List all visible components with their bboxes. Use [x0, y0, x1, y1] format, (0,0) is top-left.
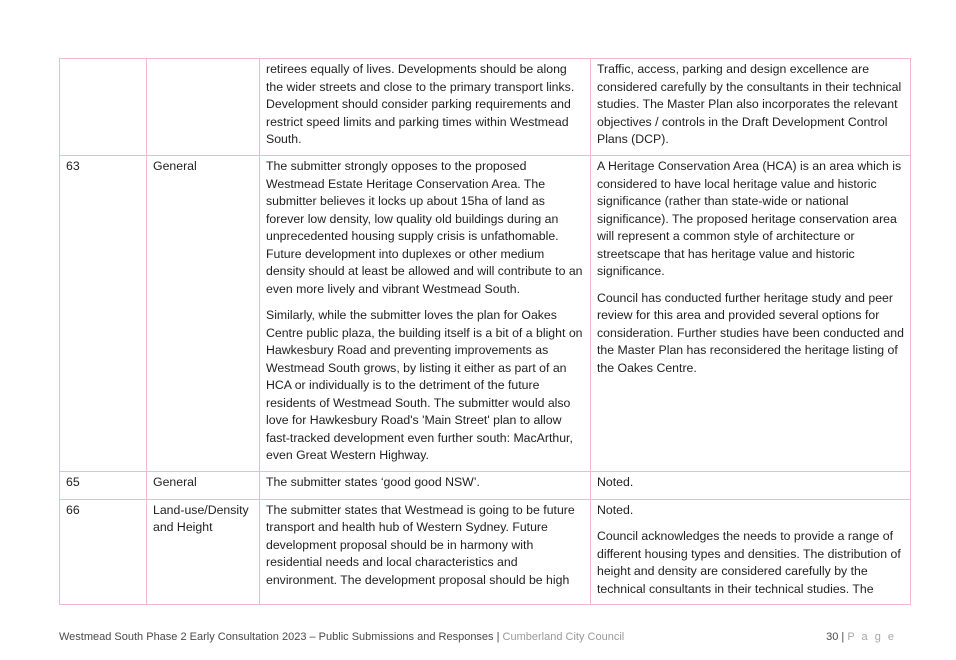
submission-paragraph: Similarly, while the submitter loves the plan for Oakes Centre public plaza, the building itself is a bit of a blight on Hawkesbury Road and preventing improvements as Westmead South grows, by listing it either as part of an HCA or individually is to the detriment of the future residents of Westmead South. The submitter would also love for Hawkesbury Road's 'Main Street' plan to allow fast-tracked development even further south: MacArthur, even Great Western Highway.: [266, 308, 583, 462]
footer-title: Westmead South Phase 2 Early Consultation 2023 – Public Submissions and Responses: [59, 631, 494, 643]
response-paragraph: Noted.: [597, 502, 634, 517]
submission-number-cell: [60, 59, 147, 156]
page-label: P a g e: [847, 631, 896, 643]
submissions-table: [59, 58, 911, 605]
response-paragraph: Council acknowledges the needs to provide a range of different housing types and densities. The distribution of height and density are considered carefully by the technical consultants in their technical studies. The: [597, 529, 901, 596]
submission-number: 63: [66, 159, 80, 173]
submission-number-cell: [60, 156, 147, 472]
response-cell: [591, 59, 911, 156]
footer-separator: |: [496, 631, 500, 643]
category: Land-use/Density and Height: [153, 502, 249, 534]
category-cell: [147, 59, 260, 156]
submission-number: 66: [66, 502, 80, 517]
category-cell: [147, 156, 260, 472]
response-cell: [591, 156, 911, 472]
response-cell: [591, 471, 911, 499]
response-paragraph: Traffic, access, parking and design excellence are considered carefully by the consultants in their technical studies. The Master Plan also incorporates the relevant objectives / controls in the Draft Development Control Plans (DCP).: [597, 62, 902, 146]
submission-number: 65: [66, 474, 80, 489]
category-cell: [147, 499, 260, 605]
submission-cell: [260, 59, 591, 156]
submission-cell: [260, 156, 591, 472]
page-number: 30: [826, 631, 839, 643]
page-separator: |: [841, 631, 845, 643]
response-paragraph: A Heritage Conservation Area (HCA) is an area which is considered to have local heritage value and historic significance (rather than state-wide or national significance). The proposed heritage conservation area will represent a common style of architecture or streetscape that has heritage value and historic significance.: [597, 159, 902, 278]
submission-paragraph: The submitter states ‘good good NSW’.: [266, 474, 480, 489]
submission-cell: [260, 471, 591, 499]
category: General: [153, 159, 197, 173]
table-row: [60, 59, 911, 156]
submission-paragraph: The submitter strongly opposes to the proposed Westmead Estate Heritage Conservation Area. The submitter believes it locks up about 15ha of land as forever low density, low quality old buildings during an unprecedented housing supply crisis is unfathomable. Future development into duplexes or other medium density should at least be allowed and will contribute to an even more lively and vibrant Westmead South.: [266, 159, 583, 296]
submission-paragraph: The submitter states that Westmead is going to be future transport and health hub of Western Sydney. Future development proposal should be in harmony with residential needs and local characteristics and environment. The development proposal should be high: [266, 502, 575, 587]
footer-page-info: [826, 631, 896, 643]
footer-council-name: Cumberland City Council: [502, 631, 625, 643]
submission-paragraph: retirees equally of lives. Developments should be along the wider streets and close to the primary transport links. Development should consider parking requirements and restrict speed limits and parking times within Westmead South.: [266, 62, 575, 146]
table-row: [60, 156, 911, 472]
table-row: [60, 471, 911, 499]
submission-cell: [260, 499, 591, 605]
response-paragraph: Council has conducted further heritage study and peer review for this area and provided several options for consideration. Further studies have been conducted and the Master Plan has reconsidered the heritage listing of the Oakes Centre.: [597, 290, 904, 375]
table-row: [60, 499, 911, 605]
submission-number-cell: [60, 499, 147, 605]
response-paragraph: Noted.: [597, 474, 634, 489]
response-cell: [591, 499, 911, 605]
category-cell: [147, 471, 260, 499]
submission-number-cell: [60, 471, 147, 499]
footer-document-info: [59, 631, 624, 643]
category: General: [153, 474, 197, 489]
